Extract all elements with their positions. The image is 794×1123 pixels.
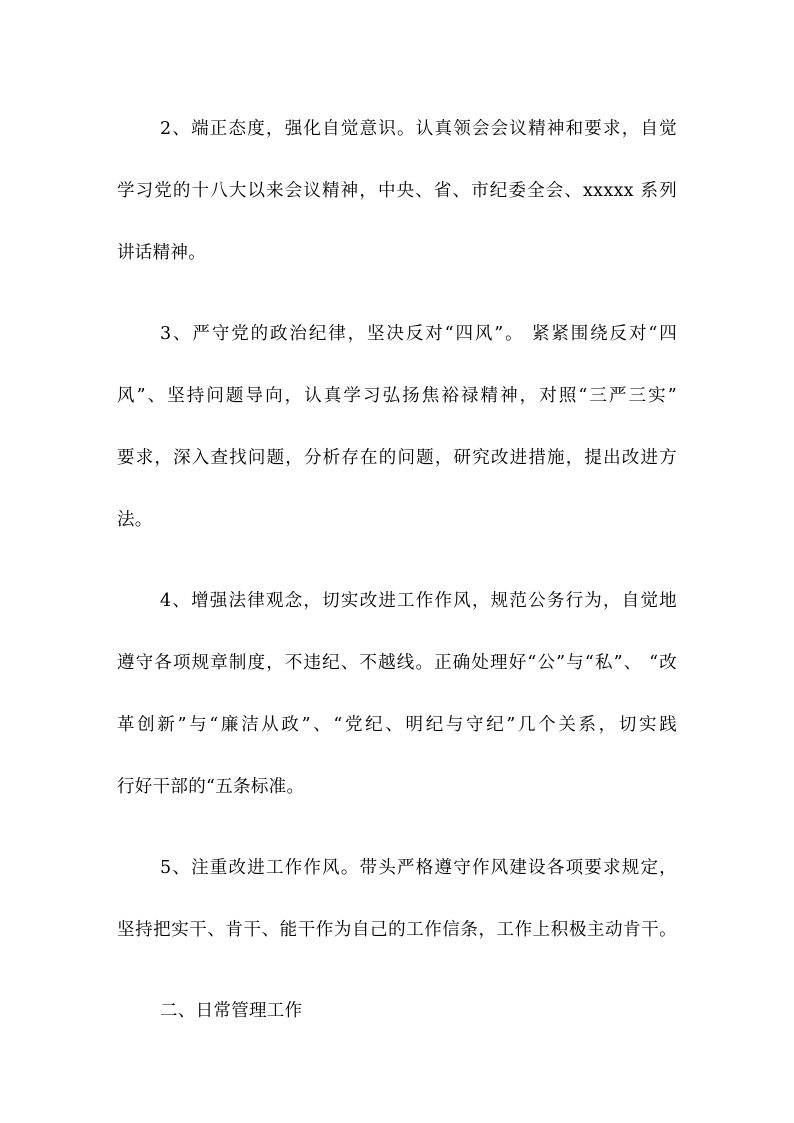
paragraph-5-line-2: 坚持把实干、肯干、能干作为自己的工作信条，工作上积极主动肯干。: [117, 920, 677, 940]
paragraph-2-line-1: 2、端正态度，强化自觉意识。认真领会会议精神和要求，自觉: [160, 119, 677, 139]
paragraph-4-line-1: 4、增强法律观念，切实改进工作作风，规范公务行为，自觉地: [160, 591, 677, 611]
paragraph-3-line-4: 法。: [117, 510, 153, 530]
paragraph-3-line-3: 要求，深入查找问题，分析存在的问题，研究改进措施，提出改进方: [117, 448, 677, 468]
paragraph-2-line-2: 学习党的十八大以来会议精神，中央、省、市纪委全会、xxxxx 系列: [117, 181, 677, 201]
paragraph-5-line-1: 5、注重改进工作作风。带头严格遵守作风建设各项要求规定，: [160, 858, 677, 878]
paragraph-4-line-2: 遵守各项规章制度，不违纪、不越线。正确处理好“公”与“私”、 “改: [117, 653, 677, 673]
paragraph-4-line-3: 革创新”与“廉洁从政”、“党纪、明纪与守纪”几个关系，切实践: [117, 715, 677, 735]
paragraph-4-line-4: 行好干部的“五条标准。: [117, 777, 305, 797]
section-heading: 二、日常管理工作: [160, 1001, 303, 1021]
paragraph-2-line-3: 讲话精神。: [117, 243, 206, 263]
paragraph-3-line-1: 3、严守党的政治纪律，坚决反对“四风”。 紧紧围绕反对“四: [160, 324, 677, 344]
paragraph-3-line-2: 风”、坚持问题导向，认真学习弘扬焦裕禄精神，对照“三严三实”: [117, 386, 677, 406]
